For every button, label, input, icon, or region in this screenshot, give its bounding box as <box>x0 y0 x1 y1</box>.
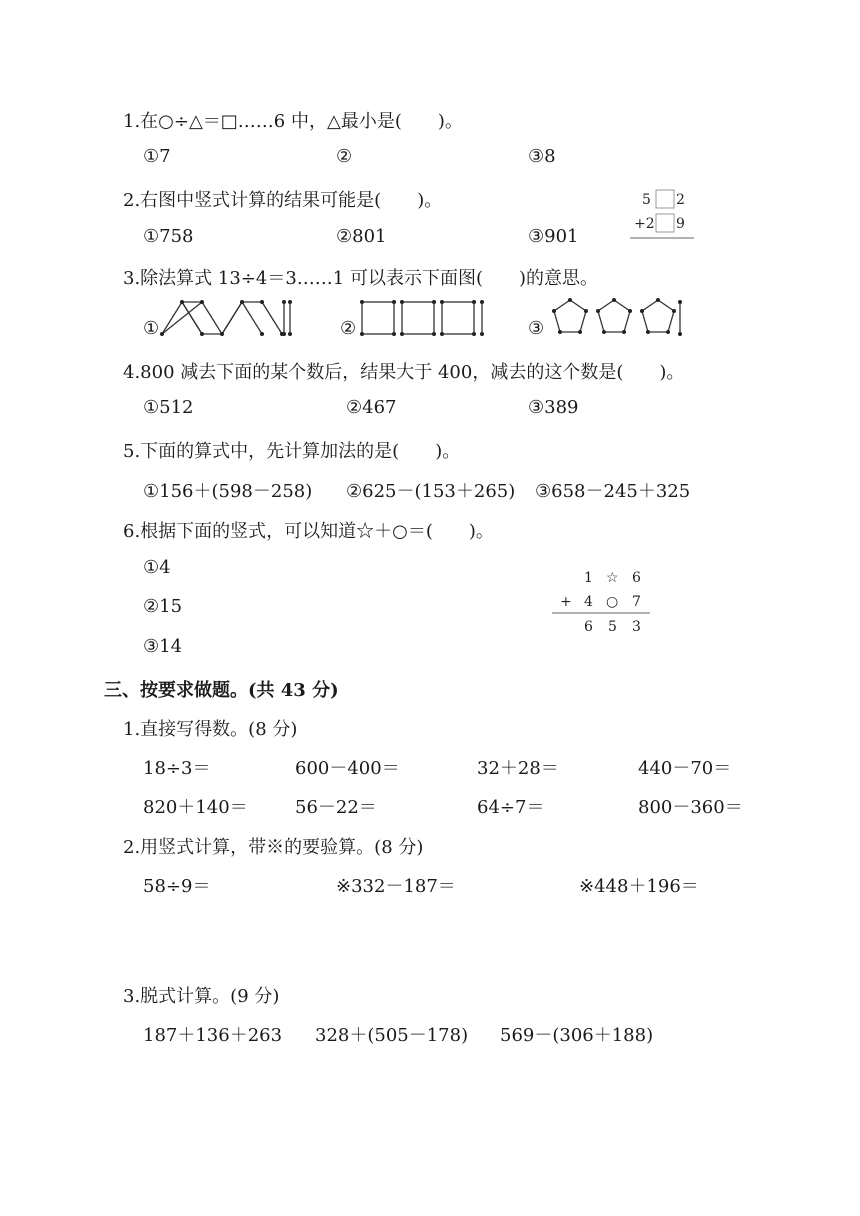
q2-digit: 2 <box>676 192 685 208</box>
q4-option-3: ③389 <box>528 397 579 418</box>
part-1-text: 1.直接写得数。(8 分) <box>123 719 298 740</box>
q6-vertical-addition <box>550 564 654 636</box>
q6-digit: 6 <box>632 570 641 586</box>
q3-option-1: ① <box>143 318 160 339</box>
question-4-text: 4.800 减去下面的某个数后，结果大于 400，减去的这个数是( )。 <box>123 362 685 383</box>
q1-option-3: ③8 <box>528 146 556 167</box>
q3-figure-pentagons <box>550 296 690 340</box>
q3-figure-squares <box>358 298 498 338</box>
q5-option-2: ②625－(153＋265) <box>346 481 516 502</box>
q6-option-2: ②15 <box>143 596 183 617</box>
q4-option-1: ①512 <box>143 397 194 418</box>
oral-item: 820＋140＝ <box>143 797 248 818</box>
q6-digit: 7 <box>632 594 641 610</box>
q6-digit: 4 <box>584 594 593 610</box>
q2-option-2: ②801 <box>336 226 387 247</box>
q6-plus-sign: + <box>560 594 572 610</box>
question-1-text: 1.在○÷△＝□……6 中，△最小是( )。 <box>123 111 463 132</box>
vertical-calc-item: ※448＋196＝ <box>579 876 699 897</box>
stepwise-calc-item: 328＋(505－178) <box>315 1025 469 1046</box>
question-2-text: 2.右图中竖式计算的结果可能是( )。 <box>123 190 443 211</box>
q3-option-3: ③ <box>528 318 545 339</box>
q6-option-1: ①4 <box>143 557 171 578</box>
q6-digit: 3 <box>632 619 641 635</box>
vertical-calc-item: 58÷9＝ <box>143 876 211 897</box>
q6-circle-symbol: ○ <box>606 594 619 610</box>
section-3-title: 三、按要求做题。(共 43 分) <box>104 680 339 701</box>
q3-figure-triangles <box>158 298 298 338</box>
vertical-calc-item: ※332－187＝ <box>336 876 456 897</box>
part-2-text: 2.用竖式计算，带※的要验算。(8 分) <box>123 837 424 858</box>
q6-option-3: ③14 <box>143 636 183 657</box>
q2-digit: 5 <box>642 192 651 208</box>
stepwise-calc-item: 569－(306＋188) <box>500 1025 654 1046</box>
q5-option-3: ③658－245＋325 <box>535 481 691 502</box>
q6-star-symbol: ☆ <box>606 570 619 586</box>
oral-item: 600－400＝ <box>295 758 400 779</box>
oral-item: 56－22＝ <box>295 797 377 818</box>
q5-option-1: ①156＋(598－258) <box>143 481 313 502</box>
oral-item: 18÷3＝ <box>143 758 211 779</box>
stepwise-calc-item: 187＋136＋263 <box>143 1025 283 1046</box>
q6-digit: 5 <box>608 619 617 635</box>
question-6-text: 6.根据下面的竖式，可以知道☆＋○＝( )。 <box>123 521 494 542</box>
q1-option-1: ①7 <box>143 146 171 167</box>
question-3-text: 3.除法算式 13÷4＝3……1 可以表示下面图( )的意思。 <box>123 268 599 289</box>
question-5-text: 5.下面的算式中，先计算加法的是( )。 <box>123 441 461 462</box>
oral-item: 64÷7＝ <box>477 797 545 818</box>
q2-vertical-addition <box>628 186 698 242</box>
q2-blank-box <box>656 190 674 208</box>
oral-item: 800－360＝ <box>638 797 743 818</box>
q2-option-3: ③901 <box>528 226 579 247</box>
q4-option-2: ②467 <box>346 397 397 418</box>
oral-item: 440－70＝ <box>638 758 732 779</box>
oral-item: 32＋28＝ <box>477 758 559 779</box>
q2-digit: +2 <box>634 216 655 232</box>
q6-digit: 1 <box>584 570 593 586</box>
q2-digit: 9 <box>676 216 685 232</box>
q6-digit: 6 <box>584 619 593 635</box>
q2-option-1: ①758 <box>143 226 194 247</box>
q2-blank-box <box>656 214 674 232</box>
q1-option-2: ② <box>336 146 353 167</box>
part-3-text: 3.脱式计算。(9 分) <box>123 986 280 1007</box>
q3-option-2: ② <box>340 318 357 339</box>
